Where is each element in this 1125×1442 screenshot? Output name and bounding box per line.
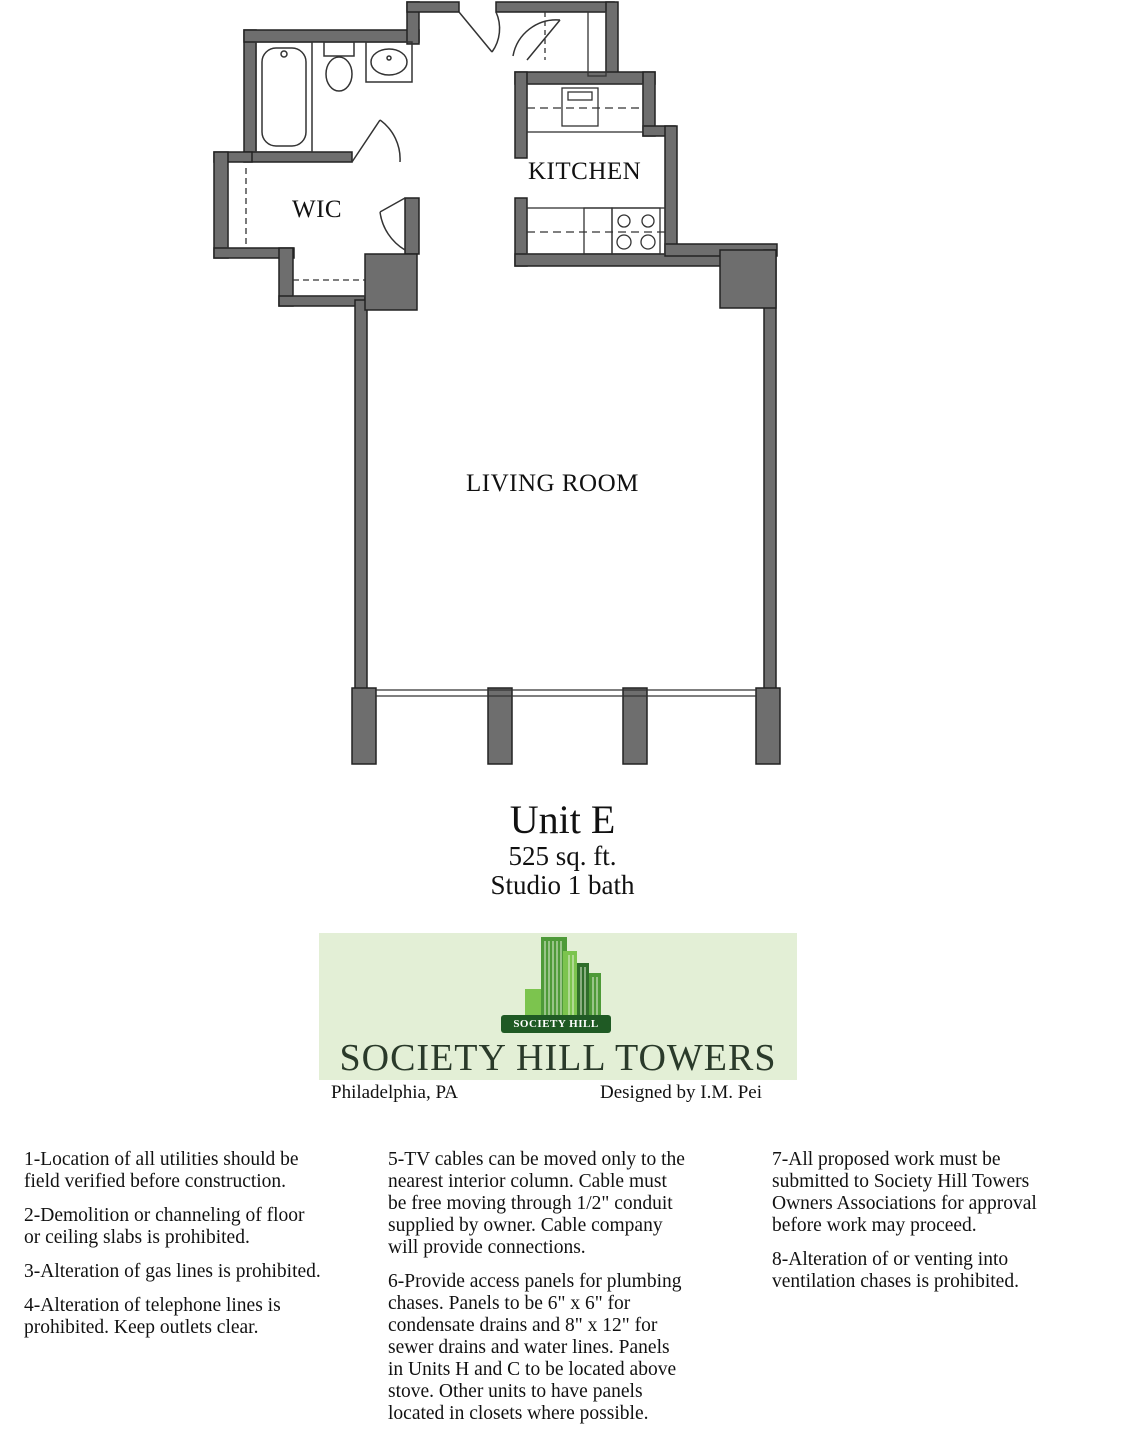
wall <box>214 152 228 258</box>
room-label-kitchen: KITCHEN <box>528 158 642 185</box>
logo-city: Philadelphia, PA <box>331 1082 459 1103</box>
oven-icon <box>562 88 598 126</box>
notes-column-3 <box>772 1149 1112 1305</box>
notes-column-2 <box>388 1149 748 1437</box>
note-5: 5-TV cables can be moved only to the nearest interior column. Cable must be free moving through 1/2" conduit supplied by owner. Cable company will provide connections. <box>388 1149 685 1258</box>
wall <box>764 250 776 690</box>
note-6: 6-Provide access panels for plumbing chases. Panels to be 6" x 6" for condensate drains and 8" x 12" for sewer drains and water lines. Panels in Units H and C to be located above stove. Other units to have panels located in closets where possible. <box>388 1271 682 1424</box>
wall <box>407 2 459 12</box>
unit-configuration: Studio 1 bath <box>490 870 635 900</box>
logo-badge: SOCIETY HILL <box>501 1015 611 1033</box>
bath-door-swing <box>352 120 400 162</box>
toilet-icon <box>324 42 354 91</box>
column <box>352 688 376 764</box>
column <box>623 688 647 764</box>
entry-door-swing <box>459 12 500 52</box>
window <box>376 690 756 696</box>
wall <box>606 2 618 80</box>
wall <box>665 126 677 254</box>
entry-closet <box>545 12 606 76</box>
wall <box>515 72 655 84</box>
sink-icon <box>366 42 412 82</box>
column <box>488 688 512 764</box>
column <box>365 254 417 310</box>
lower-counter <box>527 208 665 254</box>
upper-counter <box>527 84 643 132</box>
note-3: 3-Alteration of gas lines is prohibited. <box>24 1261 321 1282</box>
note-7: 7-All proposed work must be submitted to Society Hill Towers Owners Associations for approval before work may proceed. <box>772 1149 1037 1236</box>
note-8: 8-Alteration of or venting into ventilation chases is prohibited. <box>772 1249 1019 1292</box>
wall <box>496 2 614 12</box>
wall <box>279 296 365 306</box>
note-4: 4-Alteration of telephone lines is prohibited. Keep outlets clear. <box>24 1295 281 1338</box>
closet-door-swing <box>513 20 560 60</box>
logo-name: SOCIETY HILL TOWERS <box>339 1037 777 1079</box>
notes-column-1 <box>24 1149 374 1351</box>
wall <box>244 30 256 160</box>
bathtub-icon <box>256 42 312 152</box>
cooktop-icon <box>584 208 660 254</box>
column <box>756 688 780 764</box>
wall <box>355 300 367 690</box>
unit-title: Unit E <box>509 797 616 842</box>
unit-area: 525 sq. ft. <box>508 841 617 871</box>
wall <box>515 72 527 158</box>
column <box>720 250 776 308</box>
wall <box>244 152 352 162</box>
wic-door-swing <box>380 198 405 250</box>
logo-designer: Designed by I.M. Pei <box>600 1082 763 1103</box>
room-label-wic: WIC <box>292 196 343 223</box>
wall <box>244 30 419 42</box>
note-1: 1-Location of all utilities should be field verified before construction. <box>24 1149 299 1192</box>
wall <box>405 198 419 254</box>
wic-shelving <box>228 168 365 296</box>
note-2: 2-Demolition or channeling of floor or ceiling slabs is prohibited. <box>24 1205 305 1248</box>
room-label-living-room: LIVING ROOM <box>466 470 639 497</box>
